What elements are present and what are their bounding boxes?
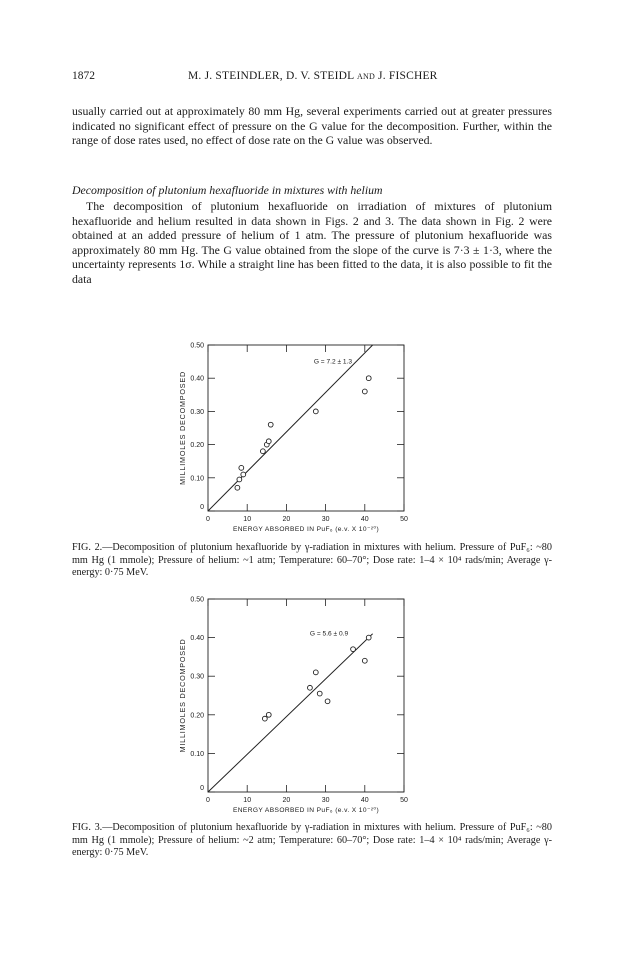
y-tick-label: 0.50 xyxy=(190,596,204,604)
data-point xyxy=(235,485,240,490)
fit-line xyxy=(208,345,373,511)
fit-line xyxy=(208,634,373,792)
data-point xyxy=(362,658,367,663)
x-tick-label: 30 xyxy=(321,797,330,804)
data-point xyxy=(308,685,313,690)
y-axis-title: MILLIMOLES DECOMPOSED xyxy=(178,638,187,753)
body-paragraph-2: The decomposition of plutonium hexafluoride on irradiation of mixtures of plutonium hexafluoride and helium resulted in data shown in Figs. 2 and 3. The data shown in Fig. 2 were obtained at an added pressure of helium of 1 atm. The pressure of plutonium hexafluoride was approximately 80 mm Hg. The G value obtained from the slope of the curve is 7·3 ± 1·3, where the uncertainty represents 1σ. While a straight line has been fitted to the data, it is also possible to fit the data xyxy=(72,199,552,286)
page-number: 1872 xyxy=(72,70,95,82)
y-tick-label: 0.20 xyxy=(190,442,204,450)
x-tick-label: 10 xyxy=(243,516,252,523)
data-point xyxy=(362,389,367,394)
x-tick-label: 50 xyxy=(400,797,408,804)
x-tick-label: 40 xyxy=(360,797,369,804)
authors: M. J. STEINDLER, D. V. STEIDL and J. FISCHER xyxy=(188,70,438,82)
data-point xyxy=(268,422,273,427)
y-axis-title: MILLIMOLES DECOMPOSED xyxy=(178,371,187,485)
y-tick-label: 0.30 xyxy=(190,673,204,681)
data-point xyxy=(262,716,267,721)
y-tick-label: 0.40 xyxy=(190,635,204,643)
y-tick-label: 0.50 xyxy=(190,342,204,350)
x-tick-label: 0 xyxy=(206,516,210,523)
data-point xyxy=(260,449,265,454)
data-point xyxy=(317,691,322,696)
y-tick-label: 0.20 xyxy=(190,712,204,720)
data-point xyxy=(313,409,318,414)
x-tick-label: 40 xyxy=(360,516,369,523)
figure-3-chart xyxy=(176,592,416,814)
running-header xyxy=(72,70,552,86)
data-point xyxy=(325,699,330,704)
figure-3-caption: FIG. 3.—Decomposition of plutonium hexafluoride by γ-radiation in mixtures with helium. Pressure of PuF₆: ~80 mm Hg (1 mmole); Pressure of helium: ~2 atm; Temperature: 60–70°; Dose rate: 1–4 × 10⁴ rads/min; Average γ-energy: 0·75 MeV. xyxy=(72,822,552,859)
data-point xyxy=(266,712,271,717)
body-paragraph-1: usually carried out at approximately 80 mm Hg, several experiments carried out at greater pressures indicated no significant effect of pressure on the G value for the decomposition. Further, within the range of dose rates used, no effect of dose rate on the G value was observed. xyxy=(72,104,552,148)
data-point xyxy=(313,670,318,675)
data-point xyxy=(266,439,271,444)
section-heading: Decomposition of plutonium hexafluoride in mixtures with helium xyxy=(72,183,383,197)
x-tick-label: 10 xyxy=(243,797,252,804)
figure-2-caption: FIG. 2.—Decomposition of plutonium hexafluoride by γ-radiation in mixtures with helium. Pressure of PuF₆: ~80 mm Hg (1 mmole); Pressure of helium: ~1 atm; Temperature: 60–70°; Dose rate: 1–4 × 10⁴ rads/min; Average γ-energy: 0·75 MeV. xyxy=(72,542,552,579)
x-axis-title: ENERGY ABSORBED IN PuF₆ (e.v. X 10⁻²⁰) xyxy=(232,526,380,533)
y-tick-label: 0.40 xyxy=(190,375,204,383)
data-point xyxy=(351,647,356,652)
g-value-annotation: G = 5.6 ± 0.9 xyxy=(309,630,349,638)
data-point xyxy=(366,376,371,381)
x-axis-title: ENERGY ABSORBED IN PuF₆ (e.v. X 10⁻²⁰) xyxy=(232,807,380,814)
data-point xyxy=(237,477,242,482)
x-tick-label: 30 xyxy=(321,516,330,523)
x-tick-label: 0 xyxy=(206,797,210,804)
y-tick-label: 0.10 xyxy=(190,750,204,758)
x-tick-label: 50 xyxy=(400,516,408,523)
y-tick-label: 0.30 xyxy=(190,408,204,416)
y-tick-label: 0.10 xyxy=(190,475,204,483)
x-tick-label: 20 xyxy=(282,516,291,523)
x-tick-label: 20 xyxy=(282,797,291,804)
figure-2-chart xyxy=(176,338,416,538)
data-point xyxy=(239,465,244,470)
data-point xyxy=(241,472,246,477)
y-tick-label: 0 xyxy=(200,785,204,792)
data-point xyxy=(366,635,371,640)
g-value-annotation: G = 7.2 ± 1.3 xyxy=(313,358,353,366)
y-tick-label: 0 xyxy=(200,504,204,511)
